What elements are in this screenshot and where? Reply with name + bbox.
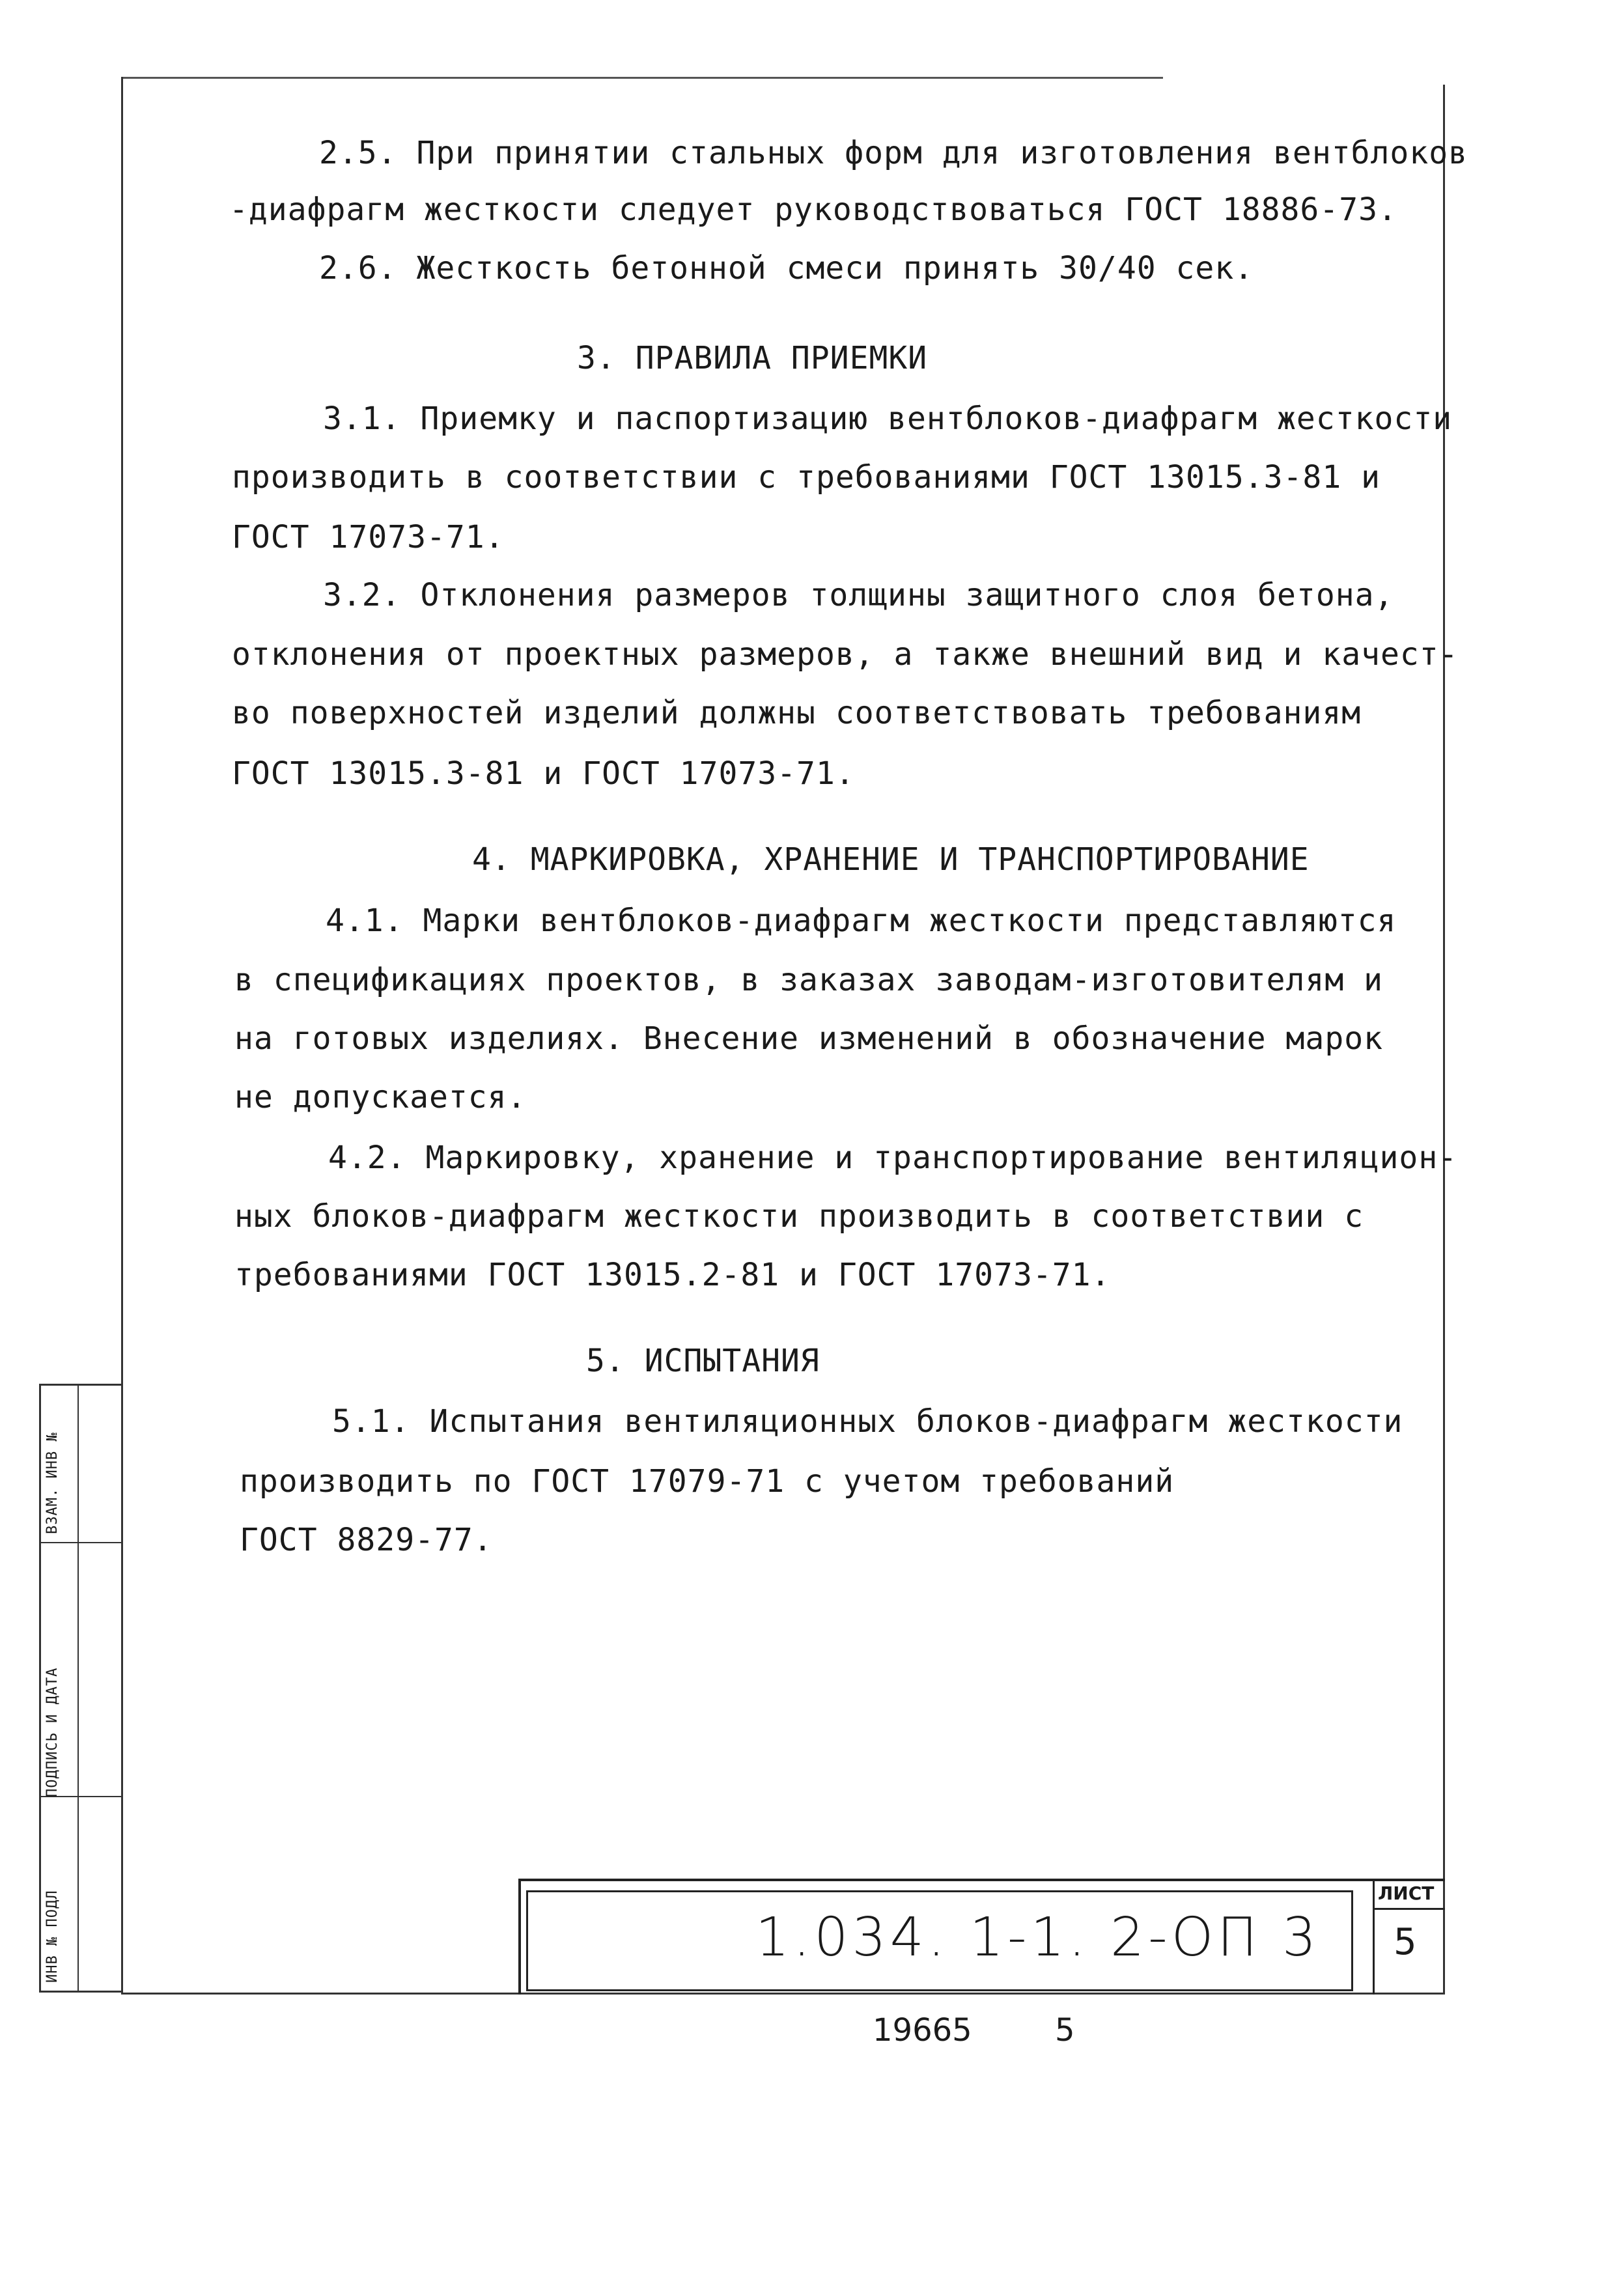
text-line: -диафрагм жесткости следует руководствоваться ГОСТ 18886-73. bbox=[229, 191, 1397, 228]
text-line: ГОСТ 17073-71. bbox=[232, 519, 505, 555]
text-line: не допускается. bbox=[234, 1079, 527, 1115]
text-line: во поверхностей изделий должны соответствовать требованиям bbox=[232, 695, 1362, 731]
text-line: производить по ГОСТ 17079-71 с учетом требований bbox=[240, 1463, 1175, 1500]
sheet-number: 5 bbox=[1394, 1921, 1417, 1963]
text-line: в спецификациях проектов, в заказах заводам-изготовителям и bbox=[234, 962, 1384, 998]
text-line: 4.2. Маркировку, хранение и транспортирование вентиляцион- bbox=[328, 1140, 1458, 1176]
text-line: на готовых изделиях. Внесение изменений в обозначение марок bbox=[234, 1020, 1384, 1057]
text-line: 3.2. Отклонения размеров толщины защитного слоя бетона, bbox=[323, 577, 1394, 613]
stamp-column-divider bbox=[77, 1386, 79, 1991]
stamp-vzam-inv-label: ВЗАМ. ИНВ № bbox=[44, 1432, 61, 1534]
document-code: 1.034. 1-1. 2-ОП 3 bbox=[755, 1907, 1321, 1968]
text-line: 5. ИСПЫТАНИЯ bbox=[586, 1343, 820, 1379]
text-line: ГОСТ 8829-77. bbox=[240, 1522, 493, 1558]
text-line: производить в соответствии с требованиями ГОСТ 13015.3-81 и bbox=[232, 459, 1381, 496]
stamp-podpis-data-label: ПОДПИСЬ И ДАТА bbox=[44, 1667, 61, 1797]
sheet-label: ЛИСТ bbox=[1378, 1883, 1435, 1904]
text-line: 3. ПРАВИЛА ПРИЕМКИ bbox=[577, 340, 928, 376]
text-line: 4. МАРКИРОВКА, ХРАНЕНИЕ И ТРАНСПОРТИРОВАНИЕ bbox=[472, 841, 1310, 878]
text-line: 5.1. Испытания вентиляционных блоков-диафрагм жесткости bbox=[332, 1403, 1403, 1440]
stamp-separator bbox=[41, 1542, 121, 1543]
text-line: 3.1. Приемку и паспортизацию вентблоков-диафрагм жесткости bbox=[323, 400, 1453, 437]
footer-page-number: 5 bbox=[1055, 2012, 1075, 2049]
footer-doc-number: 19665 bbox=[873, 2012, 972, 2049]
frame-left-line bbox=[121, 77, 123, 1995]
text-line: ных блоков-диафрагм жесткости производить в соответствии с bbox=[234, 1198, 1364, 1235]
stamp-inv-podl-label: ИНВ № ПОДЛ bbox=[44, 1890, 61, 1983]
text-line: отклонения от проектных размеров, а также внешний вид и качест- bbox=[232, 636, 1459, 673]
frame-top-line bbox=[121, 77, 1163, 79]
text-line: ГОСТ 13015.3-81 и ГОСТ 17073-71. bbox=[232, 755, 855, 792]
frame-right-line bbox=[1443, 85, 1445, 1993]
text-line: 4.1. Марки вентблоков-диафрагм жесткости представляются bbox=[326, 903, 1397, 939]
text-line: 2.6. Жесткость бетонной смеси принять 30/40 сек. bbox=[319, 250, 1254, 287]
sheet-separator bbox=[1373, 1908, 1445, 1910]
text-line: 2.5. При принятии стальных форм для изготовления вентблоков bbox=[319, 135, 1468, 171]
text-line: требованиями ГОСТ 13015.2-81 и ГОСТ 17073-71. bbox=[234, 1257, 1111, 1293]
